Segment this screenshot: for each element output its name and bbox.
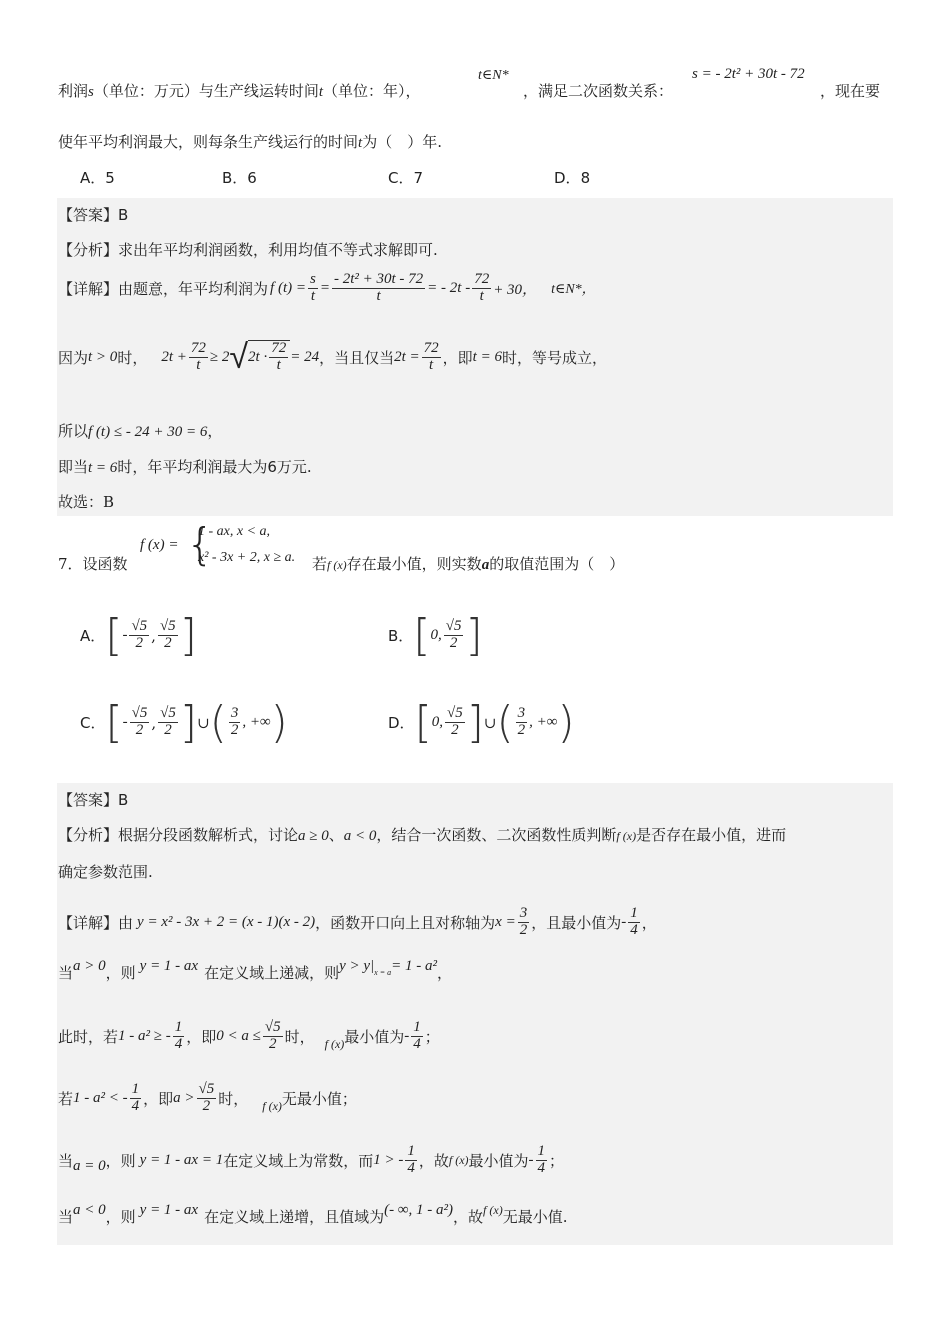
- left-bracket: [: [105, 610, 123, 661]
- q7-option-b[interactable]: B． [ 0, $\frac{√5}{2}$ ]: [388, 610, 483, 661]
- intro-line2: 使年平均利润最大，则每条生产线运行的时间t为（ ）年.: [58, 133, 442, 151]
- q7-answer: 【答案】B: [58, 791, 129, 809]
- q6-option-c[interactable]: C．7: [388, 169, 424, 187]
- q7-a-lt0: 当 a < 0 ，则 y = 1 - ax 在定义域上递增，且值域为 (- ∞, 1 - a²) ，故 f (x) 无最小值.: [58, 1202, 568, 1226]
- q6-analysis: 【分析】求出年平均利润函数，利用均值不等式求解即可.: [58, 241, 438, 259]
- q7-number: 7．设函数: [58, 555, 128, 573]
- right-bracket: ]: [465, 610, 483, 661]
- intro-cond-tn: t∈N*: [478, 68, 509, 83]
- q6-answer: 【答案】B: [58, 206, 129, 224]
- q7-f-label: f (x) =: [140, 537, 179, 553]
- q7-case-a-gt0: 当 a > 0 ，则 y = 1 - ax 在定义域上递减，则 y > y| x = a = 1 - a² ，: [58, 958, 453, 982]
- q6-option-a[interactable]: A．5: [80, 169, 115, 187]
- q7-if2: 若 1 - a² < - $\frac{1}{4}$ ，即 a > $\frac{√5}{2}$ 时， f (x) 无最小值；: [58, 1081, 357, 1114]
- q6-namely: 即当t = 6时，年平均利润最大为6万元.: [58, 458, 312, 476]
- q7-brace: {: [186, 519, 214, 570]
- right-paren: ): [270, 697, 288, 748]
- left-bracket: [: [105, 697, 123, 748]
- q7-option-c[interactable]: C． [ - $\frac{√5}{2}$ , $\frac{√5}{2}$ ] ∪ ( $\frac{3}{2}$ , +∞ ): [80, 697, 288, 748]
- right-bracket: ]: [179, 697, 198, 748]
- q6-because: 因为 t > 0 时， 2t + $\frac{72}{t}$ ≥ 2 √ 2t · $\frac{72}{t}$ = 24 ，当且仅当 2t = $\frac{72}{t}$ ，即 t = 6 时，等号成立，: [58, 337, 607, 377]
- intro-func-s: s = - 2t² + 30t - 72: [692, 66, 805, 82]
- q7-option-d[interactable]: D． [ 0, $\frac{√5}{2}$ ] ∪ ( $\frac{3}{2}$ , +∞ ): [388, 697, 575, 748]
- right-bracket: ]: [179, 610, 197, 661]
- q6-detail: 【详解】 由题意，年平均利润为 f (t) = $\frac{s}{t}$ = $\frac{\text{- 2t² + 30t - 72}}{t}$ = - 2t - $\frac{72}{t}$ + 30， t∈N*，: [58, 271, 596, 304]
- intro-line1-end: ，现在要: [820, 82, 881, 100]
- q7-case1: 1 - ax, x < a,: [198, 524, 271, 539]
- left-bracket: [: [413, 610, 431, 661]
- q7-a-eq0: 当 a = 0 ，则 y = 1 - ax = 1 在定义域上为常数，而 1 > - $\frac{1}{4}$ ，故 f (x) 最小值为 - $\frac{1}{4}$ ；: [58, 1143, 565, 1176]
- q7-analysis: 【分析】根据分段函数解析式，讨论a ≥ 0、a < 0，结合一次函数、二次函数性质判断f (x)是否存在最小值，进而: [58, 826, 787, 844]
- q7-option-a[interactable]: A． [ - $\frac{√5}{2}$ , $\frac{√5}{2}$ ]: [80, 610, 197, 661]
- q6-option-b[interactable]: B．6: [222, 169, 257, 187]
- left-paren: (: [209, 697, 227, 748]
- left-bracket: [: [414, 697, 432, 748]
- q7-now-if: 此时，若 1 - a² ≥ - $\frac{1}{4}$ ，即 0 < a ≤ $\frac{√5}{2}$ 时， f (x) 最小值为 - $\frac{1}{4}$ ；: [58, 1019, 440, 1052]
- q7-case2: x² - 3x + 2, x ≥ a.: [198, 550, 296, 565]
- right-paren: ): [557, 697, 575, 748]
- intro-line1-mid: ，满足二次函数关系：: [523, 82, 674, 100]
- intro-line1: 利润s（单位：万元）与生产线运转时间t（单位：年），: [58, 82, 421, 100]
- right-bracket: ]: [466, 697, 484, 748]
- q6-choose: 故选：B: [58, 493, 115, 511]
- q7-analysis-line2: 确定参数范围.: [58, 863, 153, 881]
- q6-option-d[interactable]: D．8: [554, 169, 591, 187]
- q7-detail: 【详解】 由 y = x² - 3x + 2 = (x - 1)(x - 2) ，函数开口向上且对称轴为 x = $\frac{3}{2}$ ，且最小值为 - $\frac{1}{4}$ ，: [58, 905, 657, 938]
- q6-so: 所以f (t) ≤ - 24 + 30 = 6，: [58, 422, 223, 440]
- left-paren: (: [496, 697, 514, 748]
- q7-text: 若f (x)存在最小值，则实数a的取值范围为（ ）: [312, 555, 625, 573]
